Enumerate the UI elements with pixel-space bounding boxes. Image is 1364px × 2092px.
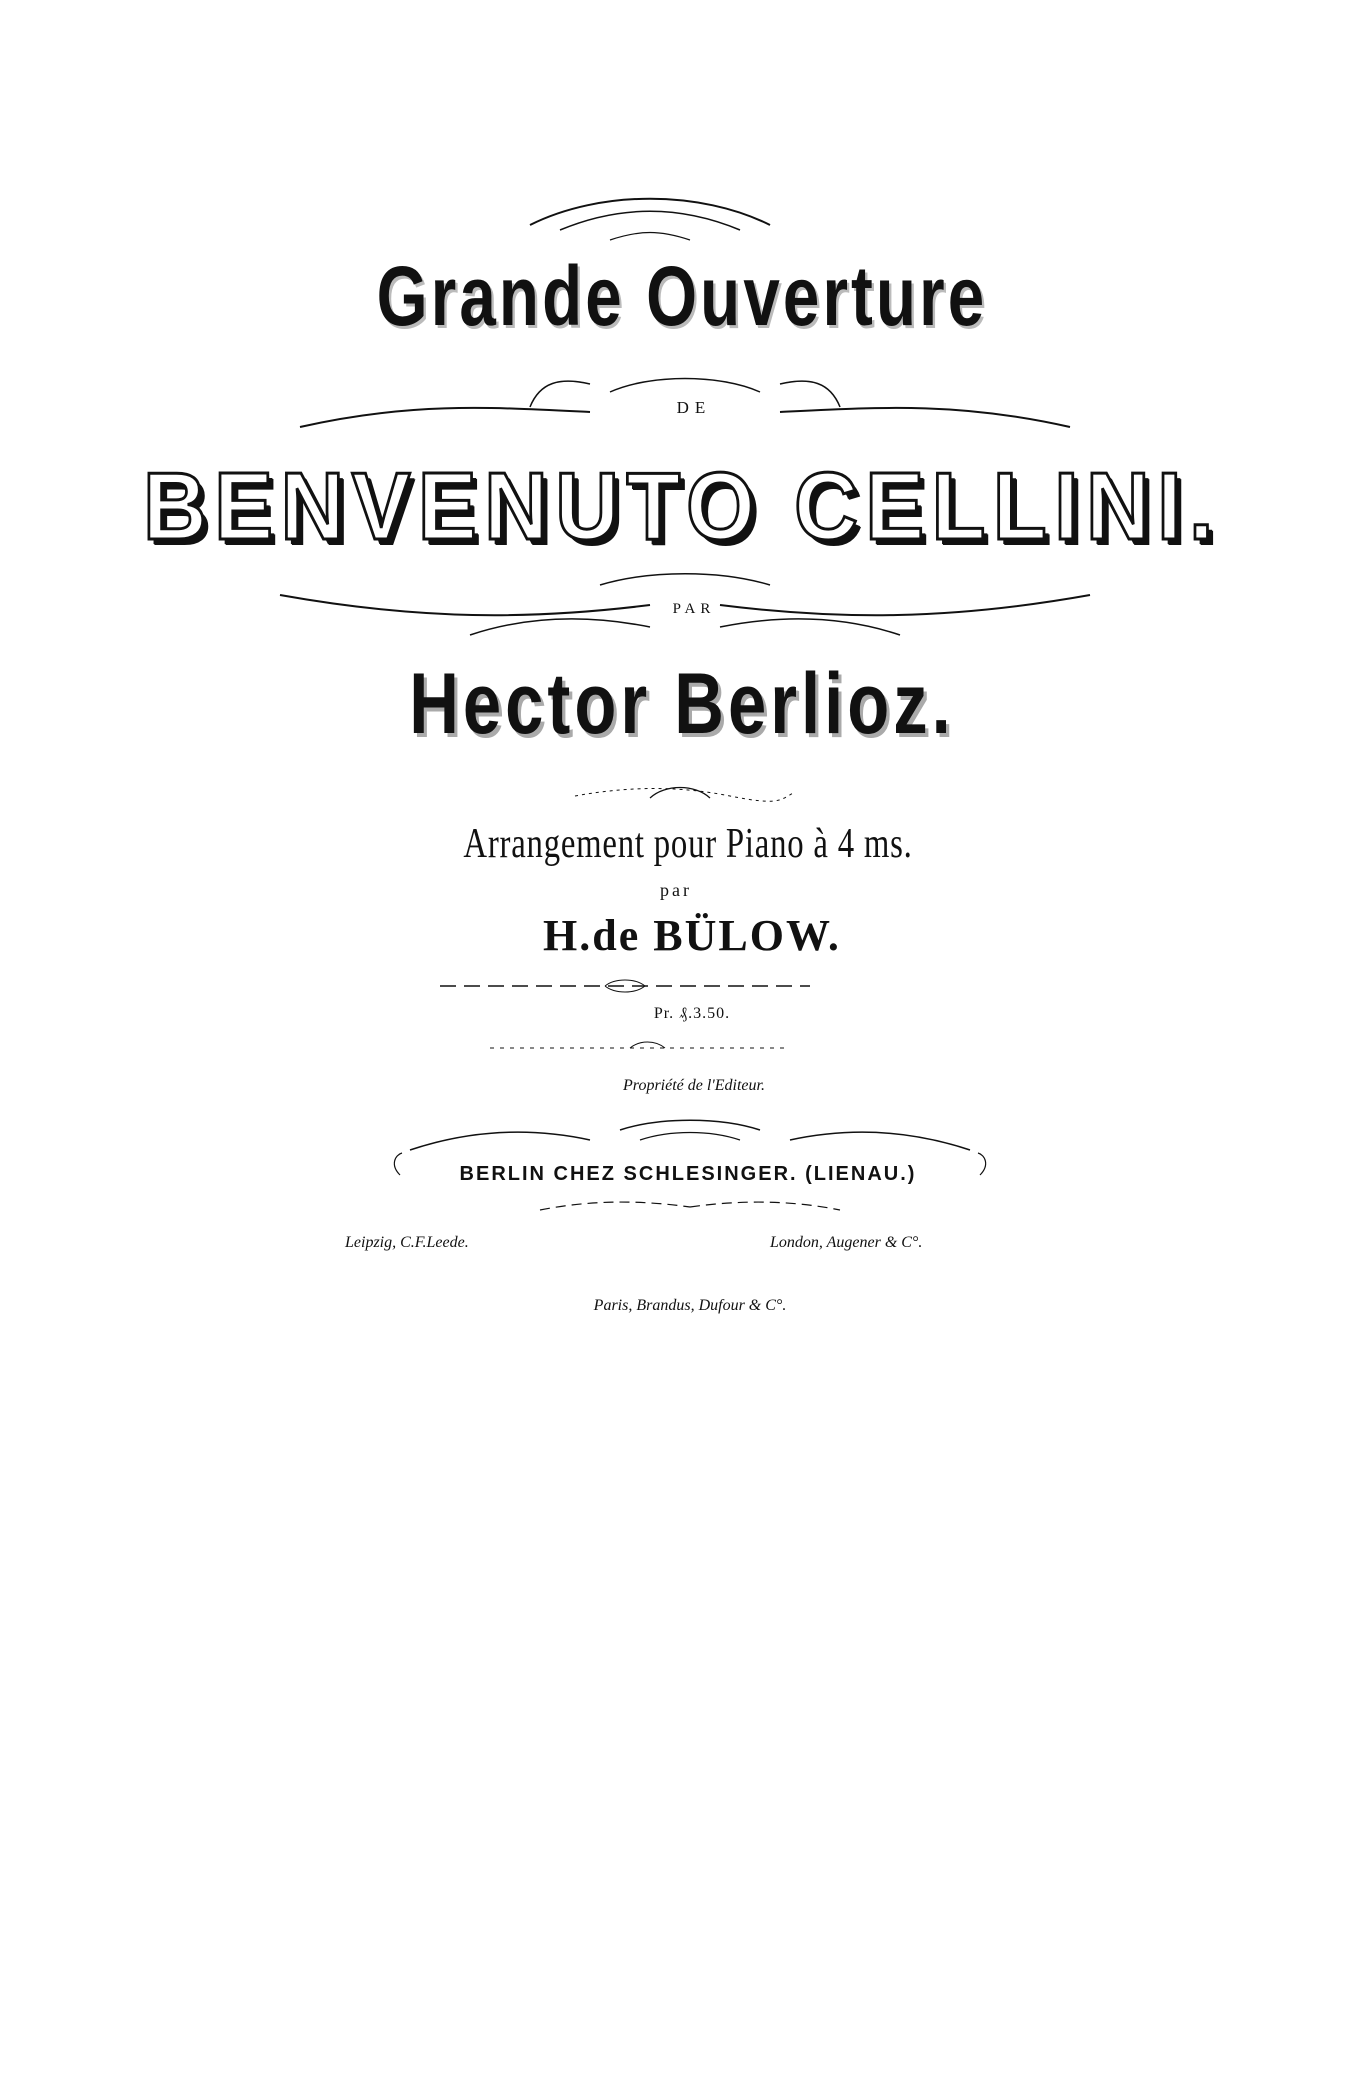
- par-label: PAR: [672, 601, 716, 617]
- agent-london: London, Augener & C°.: [770, 1234, 923, 1251]
- dotted-rule-ornament: [490, 1038, 790, 1058]
- par-small-label: par: [660, 880, 692, 900]
- publisher-name: BERLIN CHEZ SCHLESINGER. (LIENAU.): [459, 1163, 917, 1185]
- agent-paris: Paris, Brandus, Dufour & C°.: [593, 1297, 787, 1314]
- dashed-rule-ornament: [440, 978, 810, 994]
- price-label: Pr. ₰.3.50.: [653, 1005, 731, 1022]
- title-line-grande-ouverture: Grande Ouverture: [376, 249, 988, 343]
- composer-flourish-ornament: [570, 778, 800, 808]
- top-swash-ornament: [520, 185, 780, 245]
- arrangement-line: Arrangement pour Piano à 4 ms.: [463, 821, 913, 867]
- title-line-benvenuto-cellini: BENVENUTO CELLINI.: [143, 453, 1221, 560]
- agent-leipzig: Leipzig, C.F.Leede.: [345, 1234, 469, 1251]
- arranger-name: H.de BÜLOW.: [543, 911, 841, 960]
- title-connector-de: DE: [676, 398, 712, 417]
- composer-name: Hector Berlioz.: [409, 656, 955, 752]
- property-notice: Propriété de l'Editeur.: [623, 1077, 765, 1094]
